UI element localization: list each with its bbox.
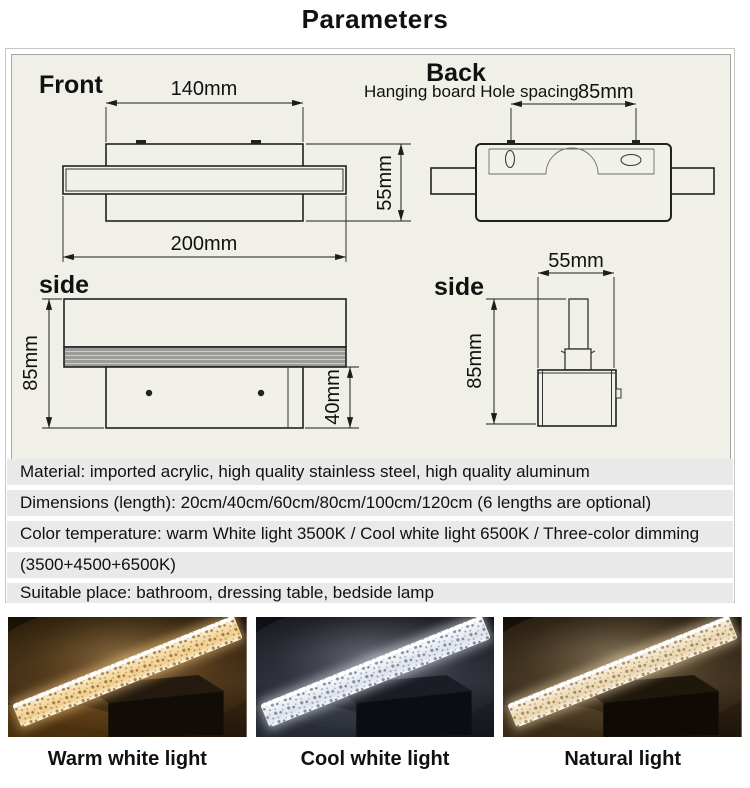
spec-material: Material: imported acrylic, high quality stainless steel, high quality aluminum <box>7 459 733 485</box>
side-left-label: side <box>39 271 90 299</box>
side-left-dim-85mm: 85mm <box>20 335 42 391</box>
photo-label-natural-light: Natural light <box>564 748 682 770</box>
photo-label-warm-white-light: Warm white light <box>47 748 207 770</box>
back-dim-85mm: 85mm <box>578 81 634 103</box>
lamp-photo-warm <box>8 617 247 737</box>
front-dim-55mm: 55mm <box>374 155 396 211</box>
side-view-left <box>20 271 359 428</box>
side-view-right <box>434 250 621 426</box>
photo-cool-white-light <box>256 617 495 737</box>
side-left-dim-40mm: 40mm <box>322 369 344 425</box>
front-view-label: Front <box>39 71 103 99</box>
spec-suitable-place: Suitable place: bathroom, dressing table, bedside lamp <box>7 583 733 603</box>
page-title: Parameters <box>301 4 449 34</box>
spec-panel <box>5 48 735 603</box>
back-note: Hanging board Hole spacing <box>364 82 579 101</box>
spec-dimensions: Dimensions (length): 20cm/40cm/60cm/80cm/100cm/120cm (6 lengths are optional) <box>7 490 733 516</box>
front-view <box>39 71 411 262</box>
photo-label-cool-white-light: Cool white light <box>300 748 450 770</box>
light-color-photos <box>8 617 742 737</box>
photo-natural-light <box>503 617 742 737</box>
back-view <box>364 59 714 221</box>
spec-list <box>7 459 733 603</box>
front-dim-200mm: 200mm <box>170 233 238 255</box>
side-right-dim-55mm: 55mm <box>548 250 604 272</box>
side-right-label: side <box>434 273 485 301</box>
photo-labels <box>8 748 742 771</box>
technical-drawing <box>12 55 730 458</box>
spec-color-temperature-cont: (3500+4500+6500K) <box>7 552 733 578</box>
dimension-diagrams <box>11 54 731 460</box>
side-right-dim-85mm: 85mm <box>464 333 486 389</box>
lamp-photo-natural <box>503 617 742 737</box>
photo-warm-white-light <box>8 617 247 737</box>
back-view-label: Back <box>426 59 486 87</box>
front-dim-140mm: 140mm <box>170 78 238 100</box>
lamp-photo-cool <box>256 617 495 737</box>
spec-color-temperature: Color temperature: warm White light 3500K / Cool white light 6500K / Three-color dimming <box>7 521 733 547</box>
